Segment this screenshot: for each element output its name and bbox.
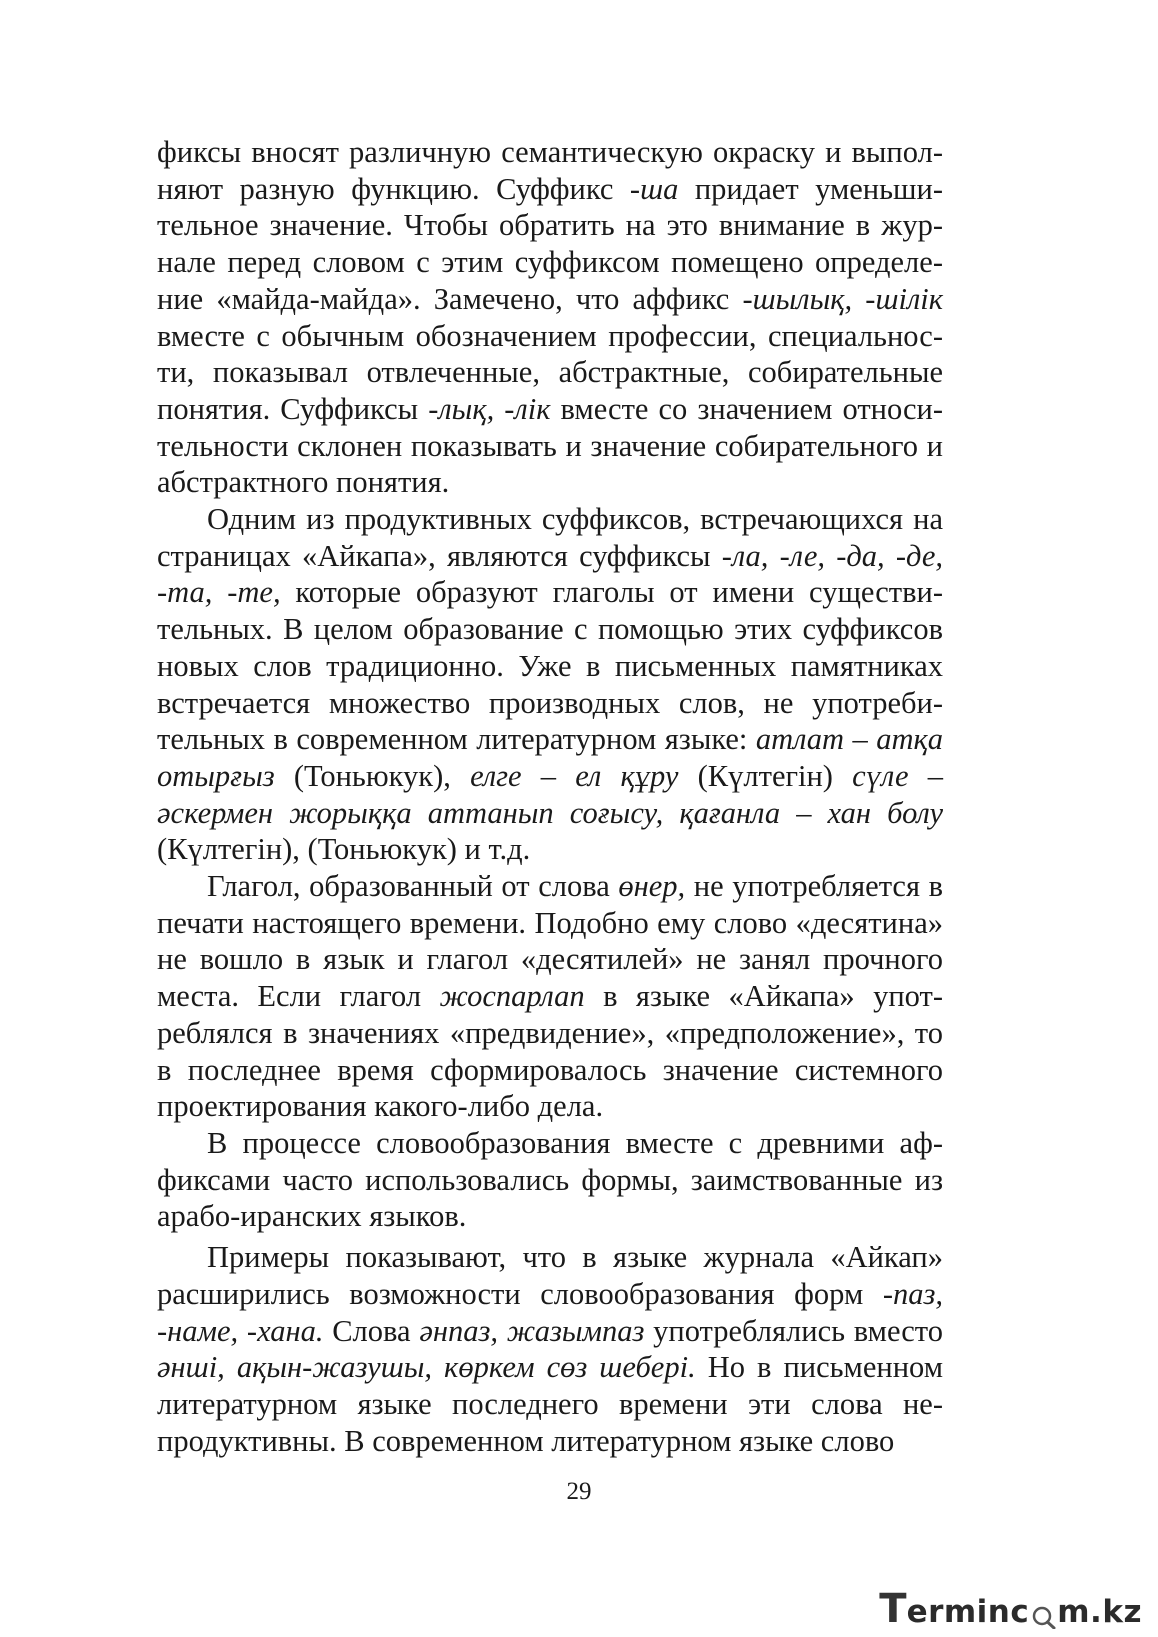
terminco-watermark	[879, 1583, 1142, 1632]
italic-text-run: жоспарлап	[439, 979, 585, 1014]
document-body	[157, 134, 943, 1459]
text-run: Глагол, образованный от слова	[207, 869, 619, 904]
watermark-logo	[879, 1586, 1142, 1632]
text-run: придает уменьшительное значение. Чтобы обратить на это внимание в журнале перед словом с этим суффиксом помещено определение «майда-майда». Замечено, что аффикс -	[157, 171, 944, 316]
magnifier-icon	[1030, 1599, 1056, 1629]
paragraph	[157, 134, 943, 501]
watermark-text-start: erminc	[906, 1594, 1030, 1630]
italic-text-run: шылық, -шілік	[752, 281, 943, 316]
text-run: Одним из продуктивных суффиксов, встречающихся на страницах «Айкапа», являются суффиксы -	[157, 502, 943, 573]
italic-text-run: өнер,	[618, 869, 686, 904]
paragraph	[157, 501, 943, 868]
text-run: вместе со значением относительности склонен показывать и значение собирательного и абстрактного понятия.	[157, 391, 944, 500]
text-run: Примеры показывают, что в языке журнала «Айкап» расширились возможности словообразования форм	[157, 1240, 943, 1311]
watermark-first-letter: T	[879, 1586, 907, 1632]
italic-text-run: сүле – әскермен жорыққа аттанып соғысу, қағанла – хан болу	[157, 758, 943, 830]
text-run: которые образуют глаголы от имени существительных. В целом образование с помощью этих суффиксов новых слов традиционно. Уже в письменных памятниках встречается множество производных слов, не употребительных в современном литературном языке:	[157, 575, 943, 757]
italic-text-run: елге – ел құру	[470, 758, 679, 793]
text-run: фиксы вносят различную семантическую окраску и выполняют разную функцию. Суффикс -	[157, 135, 943, 206]
italic-text-run: -паз, -наме, -хана.	[157, 1276, 943, 1348]
paragraph	[157, 1125, 943, 1235]
text-run: в языке «Айкапа» употреблялся в значениях «предвидение», «предположение», то в последнее время сформировалось значение системного проектирования какого-либо дела.	[157, 979, 944, 1124]
text-run: вместе с обычным обозначением профессии, специальности, показывал отвлеченные, абстрактные, собирательные понятия. Суффиксы -	[157, 318, 943, 426]
text-run: не употребляется в печати настоящего времени. Подобно ему слово «десятина» не вошло в язык и глагол «десятилей» не занял прочного места. Если глагол	[157, 869, 944, 1014]
italic-text-run: ла, -ле, -да, -де, -та, -те,	[157, 538, 943, 610]
text-run: употреблялись вместо	[644, 1313, 943, 1348]
text-run: В процессе словообразования вместе с древними аффиксами часто использовались формы, заимствованные из арабо-иранских языков.	[157, 1125, 943, 1234]
text-run: (Күлтегін), (Тоньюкук) и т.д.	[157, 832, 531, 867]
italic-text-run: әнпаз, жазымпаз	[419, 1313, 645, 1348]
text-run: (Тоньюкук),	[274, 758, 471, 793]
watermark-text-end: m.kz	[1057, 1594, 1142, 1630]
text-run: Но в письменном литературном языке последнего времени эти слова непродуктивны. В современном литературном языке слово	[157, 1350, 943, 1458]
paragraph	[157, 1239, 943, 1459]
text-run: (Күлтегін)	[678, 758, 853, 793]
italic-text-run: әнші, ақын-жазушы, көркем сөз шебері.	[157, 1350, 696, 1385]
italic-text-run: ша	[640, 171, 679, 206]
text-run: Слова	[323, 1313, 420, 1348]
paragraph	[157, 868, 943, 1125]
italic-text-run: лық, -лік	[438, 391, 551, 426]
page-number: 29	[566, 1478, 592, 1505]
italic-text-run: атлат – атқа отырғыз	[157, 722, 943, 793]
